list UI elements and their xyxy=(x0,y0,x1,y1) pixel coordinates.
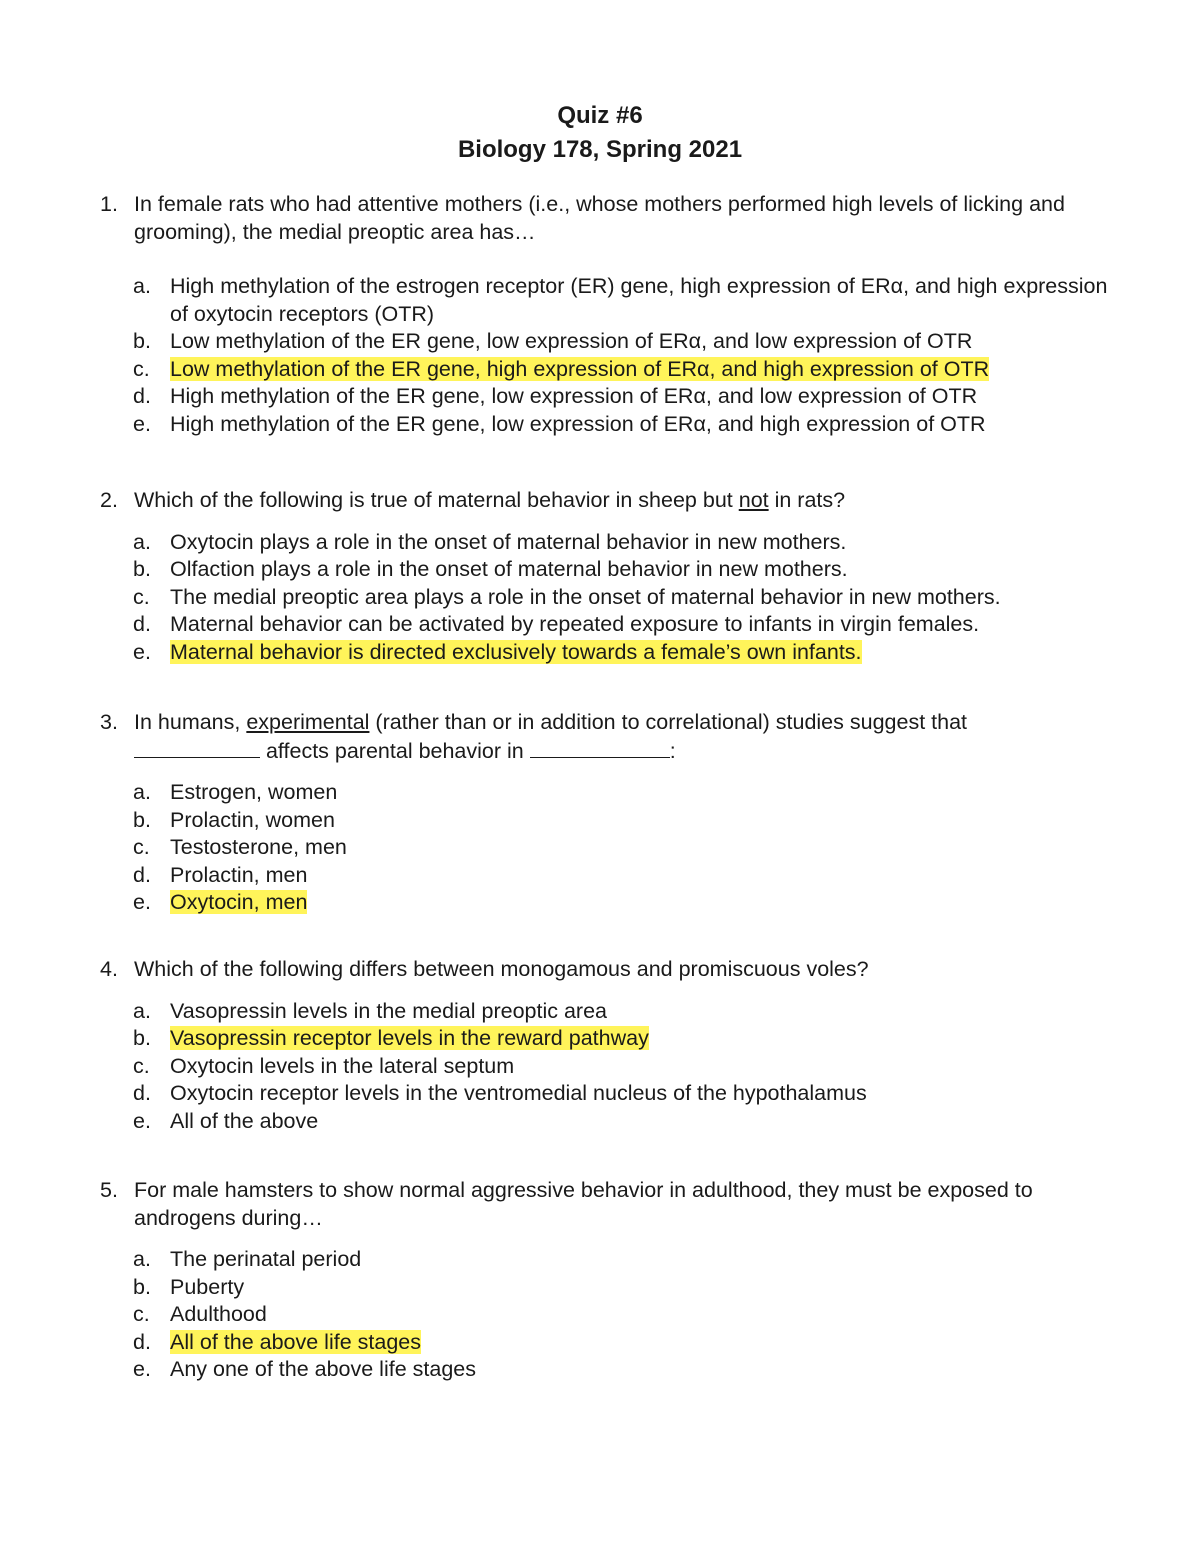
question-text: For male hamsters to show normal aggressive behavior in adulthood, they must be exposed to androgens during… xyxy=(134,1178,1033,1230)
answer-option-b-highlighted xyxy=(100,1025,1110,1053)
answer-option-d xyxy=(100,383,1110,411)
question-1 xyxy=(100,191,1110,438)
question-stem xyxy=(100,1177,1110,1232)
option-text: Testosterone, men xyxy=(170,835,347,859)
option-letter: d. xyxy=(133,384,151,408)
answer-option-c xyxy=(100,584,1110,612)
question-4 xyxy=(100,956,1110,1135)
answer-option-b xyxy=(100,328,1110,356)
answer-option-d xyxy=(100,862,1110,890)
underlined-word: experimental xyxy=(246,710,370,734)
answer-option-b xyxy=(100,1274,1110,1302)
question-stem xyxy=(100,709,1110,765)
question-stem xyxy=(100,487,1110,515)
option-text: Oxytocin receptor levels in the ventromedial nucleus of the hypothalamus xyxy=(170,1081,867,1105)
answer-options xyxy=(100,998,1110,1136)
option-letter: c. xyxy=(133,1302,150,1326)
answer-option-e xyxy=(100,1356,1110,1384)
option-text: Vasopressin receptor levels in the reward pathway xyxy=(170,1026,649,1050)
option-text: Olfaction plays a role in the onset of maternal behavior in new mothers. xyxy=(170,557,848,581)
question-5 xyxy=(100,1177,1110,1384)
answer-option-e-highlighted xyxy=(100,639,1110,667)
underlined-word: not xyxy=(738,488,769,512)
question-text-mid: affects parental behavior in xyxy=(260,738,530,763)
answer-options xyxy=(100,1246,1110,1384)
answer-options xyxy=(100,779,1110,917)
option-letter: b. xyxy=(133,557,151,581)
option-text: Prolactin, men xyxy=(170,862,308,887)
answer-options xyxy=(100,273,1110,438)
option-text: Low methylation of the ER gene, low expression of ERα, and low expression of OTR xyxy=(170,329,973,353)
correct-answer-highlight xyxy=(133,356,990,381)
option-letter: d. xyxy=(133,612,151,636)
question-stem xyxy=(100,956,1110,984)
answer-option-d xyxy=(100,1080,1110,1108)
course-title: Biology 178, Spring 2021 xyxy=(457,136,743,163)
option-text: The medial preoptic area plays a role in the onset of maternal behavior in new mothers. xyxy=(170,584,1001,609)
question-number: 2. xyxy=(100,488,118,512)
option-letter: e. xyxy=(133,639,151,664)
answer-option-c xyxy=(100,834,1110,862)
option-letter: e. xyxy=(133,890,151,914)
answer-option-c-highlighted xyxy=(100,356,1110,384)
question-number: 3. xyxy=(100,710,118,734)
option-letter: c. xyxy=(133,835,150,859)
option-letter: e. xyxy=(133,1108,151,1133)
correct-answer-highlight xyxy=(133,1329,421,1354)
question-number: 1. xyxy=(100,192,118,216)
option-text: Low methylation of the ER gene, high expression of ERα, and high expression of OTR xyxy=(170,356,990,381)
option-letter: a. xyxy=(133,274,151,298)
answer-option-a xyxy=(100,273,1110,328)
answer-option-a xyxy=(100,529,1110,557)
question-stem xyxy=(100,191,1110,246)
question-text-cont: (rather than or in addition to correlational) studies suggest that xyxy=(369,710,967,734)
correct-answer-highlight xyxy=(133,639,862,664)
answer-option-a xyxy=(100,1246,1110,1274)
option-letter: a. xyxy=(133,998,151,1023)
option-letter: d. xyxy=(133,1081,151,1105)
question-text: Which of the following differs between monogamous and promiscuous voles? xyxy=(134,957,869,981)
option-letter: c. xyxy=(133,584,150,609)
answer-option-b xyxy=(100,807,1110,835)
answer-options xyxy=(100,529,1110,667)
answer-option-a xyxy=(100,998,1110,1026)
answer-option-e xyxy=(100,1108,1110,1136)
option-text: Adulthood xyxy=(170,1302,267,1326)
option-text: Maternal behavior is directed exclusively towards a female’s own infants. xyxy=(170,639,862,664)
option-text: Oxytocin levels in the lateral septum xyxy=(170,1053,515,1078)
fill-in-blank-2 xyxy=(530,737,670,758)
correct-answer-highlight xyxy=(133,1026,649,1050)
option-text: All of the above life stages xyxy=(170,1329,421,1354)
answer-option-d-highlighted xyxy=(100,1329,1110,1357)
answer-option-d xyxy=(100,611,1110,639)
option-text: Oxytocin plays a role in the onset of maternal behavior in new mothers. xyxy=(170,529,847,554)
answer-option-c xyxy=(100,1053,1110,1081)
option-text: Oxytocin, men xyxy=(170,890,308,914)
option-text: Maternal behavior can be activated by repeated exposure to infants in virgin females. xyxy=(170,612,980,636)
option-text: Prolactin, women xyxy=(170,807,335,832)
option-text: Puberty xyxy=(170,1274,245,1299)
option-letter: b. xyxy=(133,329,151,353)
option-letter: e. xyxy=(133,1357,151,1381)
question-text: In female rats who had attentive mothers (i.e., whose mothers performed high levels of licking and grooming), the medial preoptic area has… xyxy=(134,192,1065,244)
option-letter: b. xyxy=(133,807,151,832)
option-letter: e. xyxy=(133,411,151,436)
option-letter: c. xyxy=(133,1053,150,1078)
option-text: High methylation of the estrogen receptor (ER) gene, high expression of ERα, and high expression of oxytocin receptors (OTR) xyxy=(170,274,1108,326)
question-number: 5. xyxy=(100,1178,118,1202)
fill-in-blank-1 xyxy=(134,737,260,758)
question-text-end: : xyxy=(669,738,676,763)
option-letter: a. xyxy=(133,780,151,804)
answer-option-e xyxy=(100,411,1110,439)
option-letter: b. xyxy=(133,1026,151,1050)
option-text: All of the above xyxy=(170,1108,319,1133)
option-letter: a. xyxy=(133,529,151,554)
option-letter: d. xyxy=(133,1329,151,1354)
option-text: Estrogen, women xyxy=(170,780,338,804)
question-3 xyxy=(100,709,1110,917)
question-2 xyxy=(100,487,1110,666)
question-number: 4. xyxy=(100,957,118,981)
option-letter: d. xyxy=(133,862,151,887)
answer-option-e-highlighted xyxy=(100,889,1110,917)
option-text: High methylation of the ER gene, low expression of ERα, and high expression of OTR xyxy=(170,411,986,436)
option-text: Any one of the above life stages xyxy=(170,1357,476,1381)
correct-answer-highlight xyxy=(133,890,308,914)
quiz-title: Quiz #6 xyxy=(557,102,643,129)
option-letter: c. xyxy=(133,356,150,381)
option-text: The perinatal period xyxy=(170,1247,362,1271)
question-text: Which of the following is true of maternal behavior in sheep but xyxy=(134,488,739,512)
question-text-end: in rats? xyxy=(768,488,846,512)
option-text: High methylation of the ER gene, low expression of ERα, and low expression of OTR xyxy=(170,384,978,408)
answer-option-c xyxy=(100,1301,1110,1329)
option-letter: a. xyxy=(133,1247,151,1271)
option-letter: b. xyxy=(133,1274,151,1299)
option-text: Vasopressin levels in the medial preoptic area xyxy=(170,998,608,1023)
answer-option-a xyxy=(100,779,1110,807)
answer-option-b xyxy=(100,556,1110,584)
question-text: In humans, xyxy=(134,710,247,734)
